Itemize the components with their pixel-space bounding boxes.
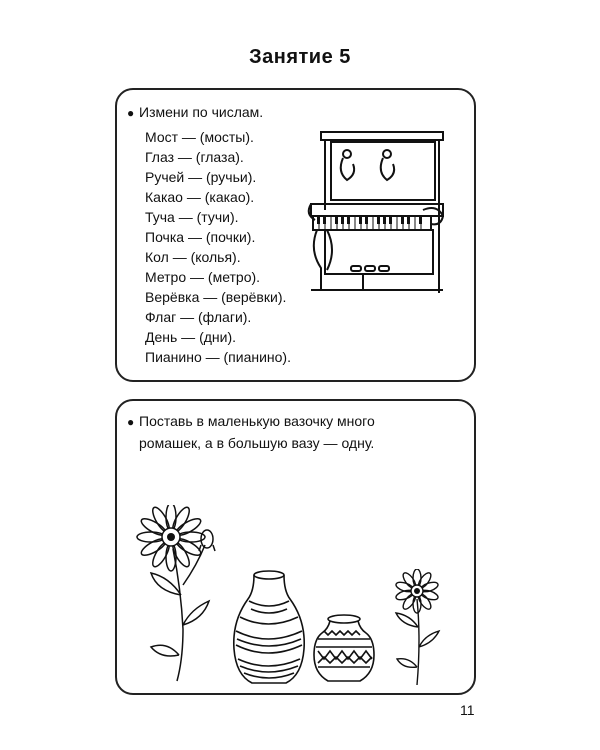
task-card-vases bbox=[115, 399, 476, 695]
page-number: 11 bbox=[460, 702, 475, 718]
word-item: Туча — (тучи). bbox=[145, 209, 239, 225]
word-item: Пианино — (пианино). bbox=[145, 349, 291, 365]
task-instruction bbox=[127, 102, 263, 124]
instruction-text-line1: Поставь в маленькую вазочку много bbox=[139, 413, 375, 429]
word-item: Кол — (колья). bbox=[145, 249, 241, 265]
bullet-icon: ● bbox=[127, 106, 135, 120]
bullet-icon: ● bbox=[127, 415, 135, 429]
word-item: Какао — (какао). bbox=[145, 189, 255, 205]
word-item: Флаг — (флаги). bbox=[145, 309, 252, 325]
task-instruction bbox=[127, 411, 447, 454]
word-item: Почка — (почки). bbox=[145, 229, 256, 245]
word-item: Глаз — (глаза). bbox=[145, 149, 244, 165]
word-item: Метро — (метро). bbox=[145, 269, 261, 285]
tall-vase-icon bbox=[229, 569, 309, 685]
small-vase-icon bbox=[312, 613, 376, 685]
daisy-icon bbox=[129, 505, 239, 685]
word-item: Мост — (мосты). bbox=[145, 129, 254, 145]
instruction-text: Измени по числам. bbox=[139, 104, 264, 120]
daisy-icon bbox=[385, 569, 455, 687]
piano-icon bbox=[303, 118, 453, 308]
word-item: День — (дни). bbox=[145, 329, 237, 345]
page-title: Занятие 5 bbox=[249, 46, 351, 68]
word-list bbox=[145, 127, 291, 367]
task-card-plurals bbox=[115, 88, 476, 382]
instruction-text-line2: ромашек, а в большую вазу — одну. bbox=[139, 435, 375, 451]
word-item: Верёвка — (верёвки). bbox=[145, 289, 287, 305]
word-item: Ручей — (ручьи). bbox=[145, 169, 257, 185]
